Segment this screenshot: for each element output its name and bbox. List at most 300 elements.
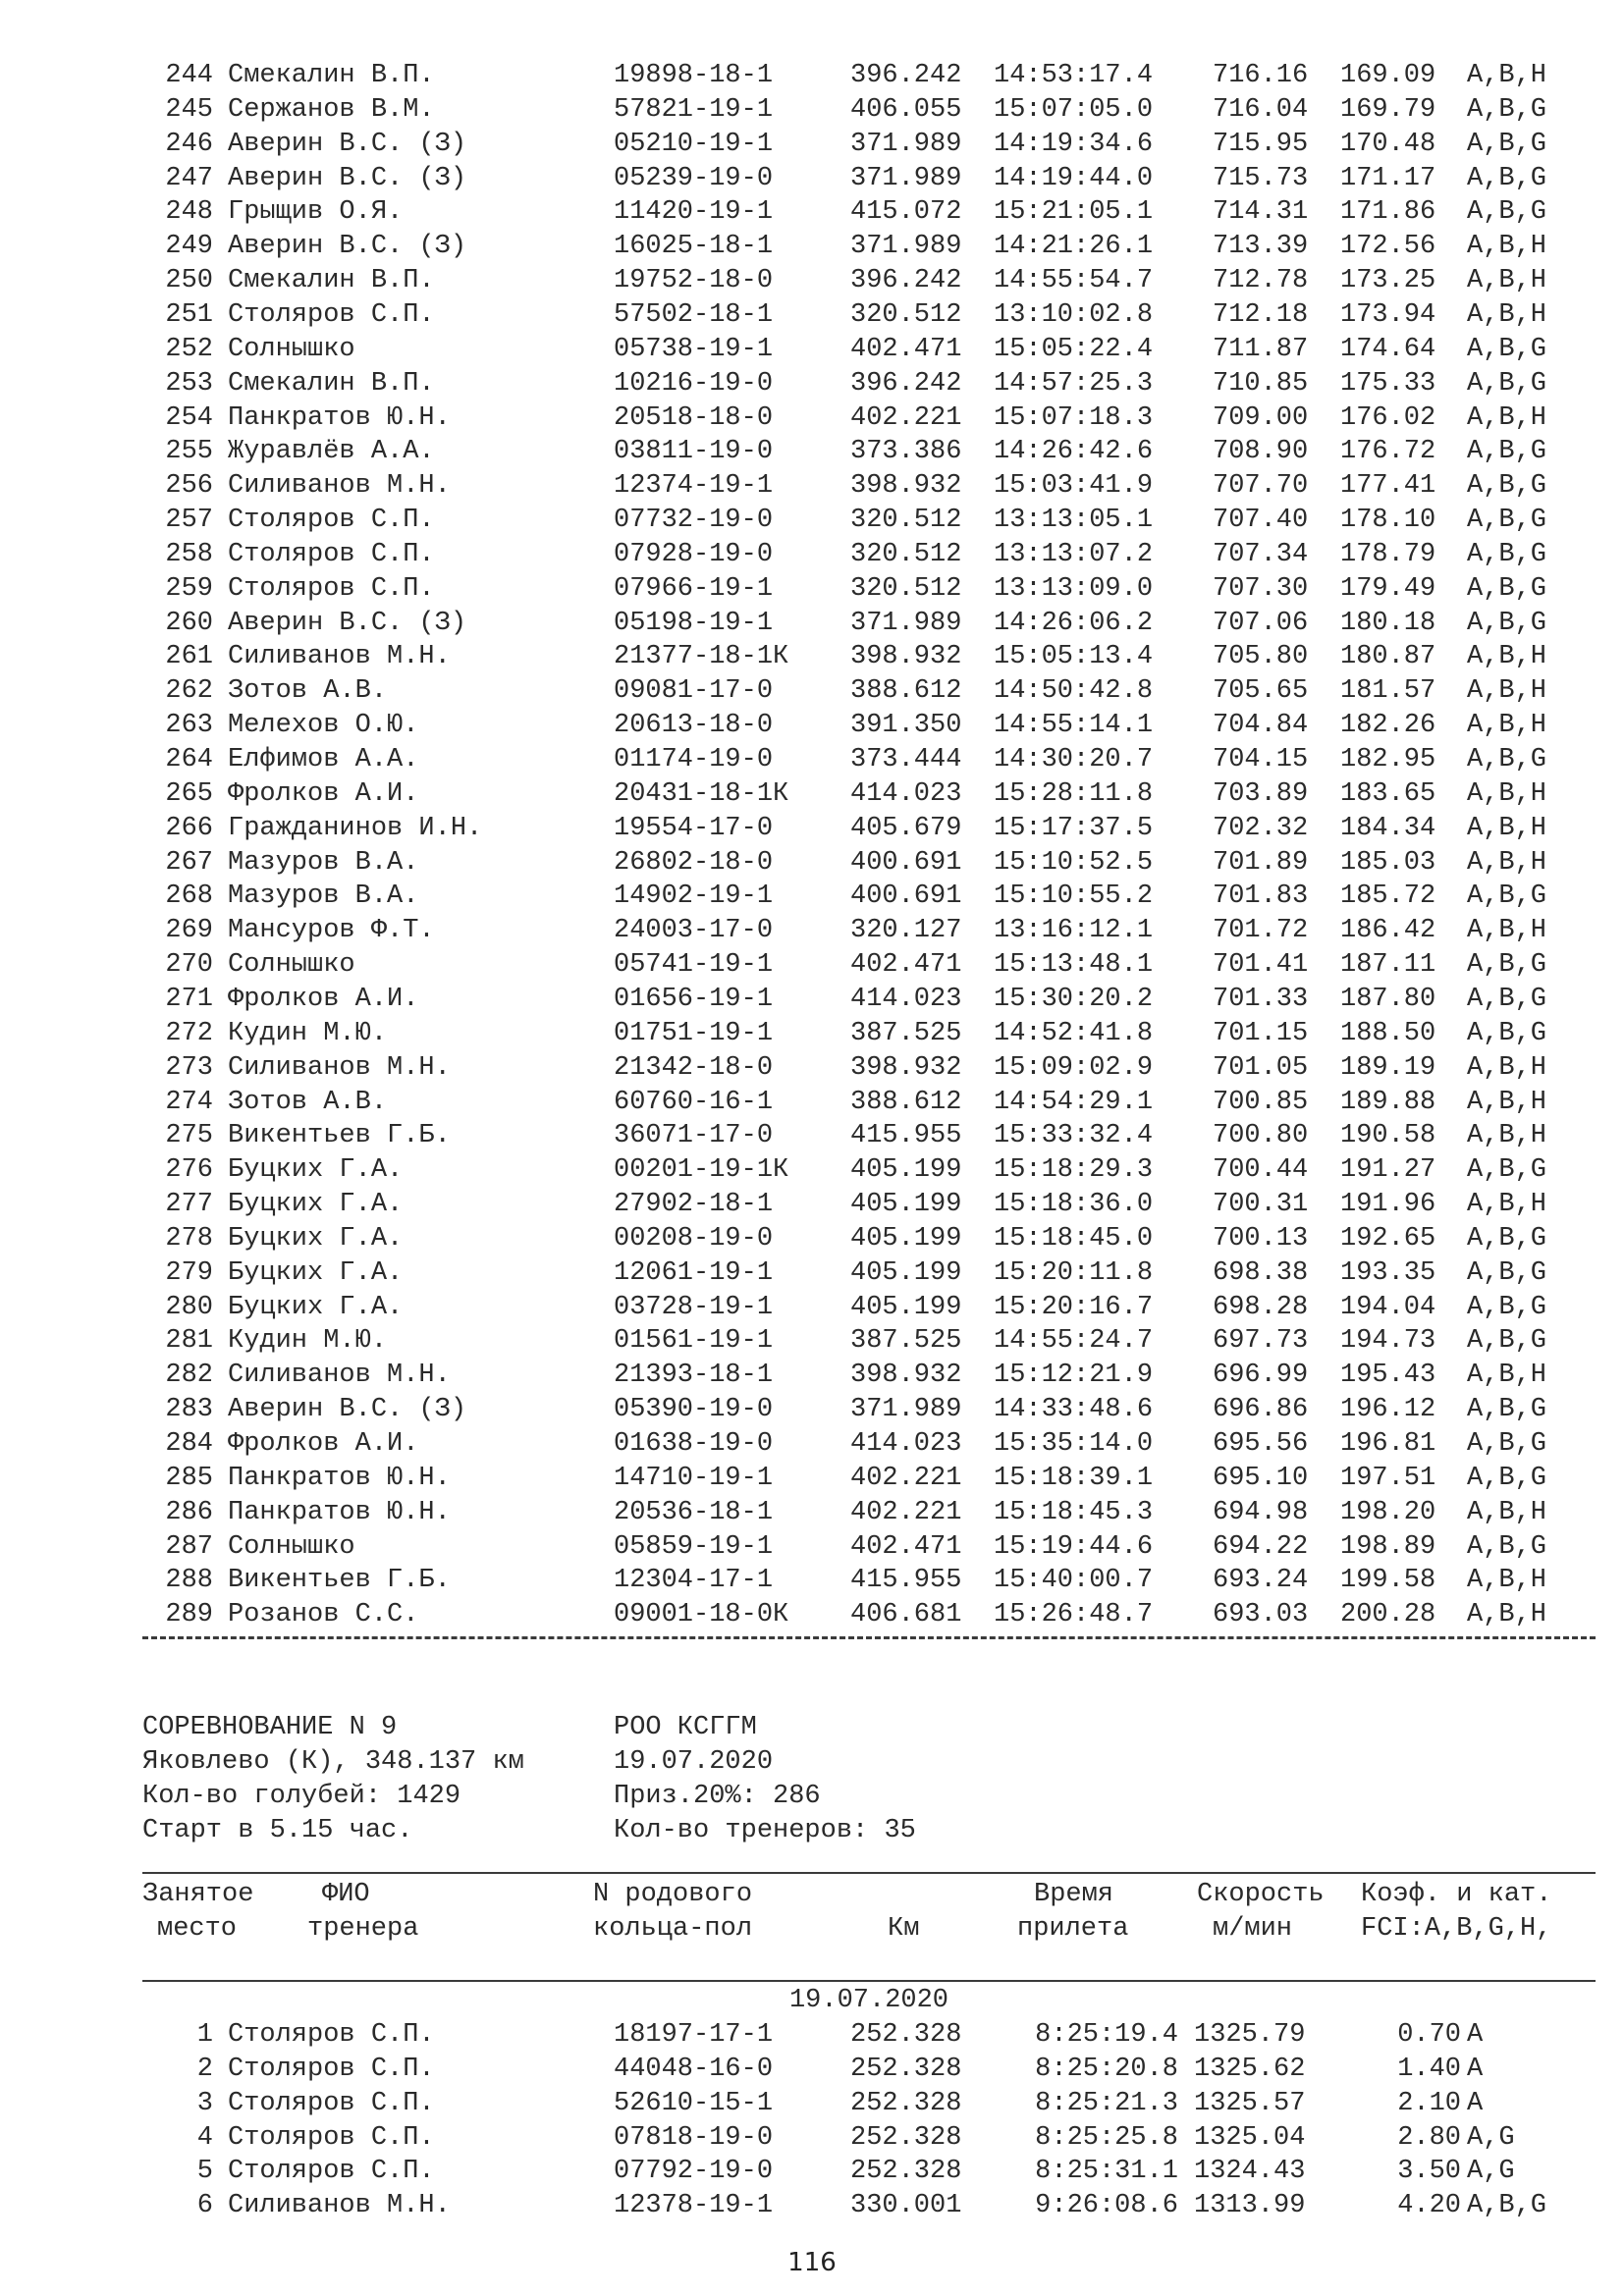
cell-coefficient: 169.79	[1340, 94, 1436, 125]
cell-name: Силиванов М.Н.	[228, 1361, 451, 1391]
cell-ring: 26802-18-0	[614, 847, 774, 878]
cell-ring: 10216-19-0	[614, 368, 774, 399]
cell-place: 278	[165, 1223, 213, 1254]
cell-arrival-time: 15:20:11.8	[994, 1257, 1154, 1288]
cell-coefficient: 192.65	[1340, 1223, 1436, 1254]
cell-arrival-time: 15:21:05.1	[994, 197, 1154, 228]
cell-name: Мазуров В.А.	[228, 847, 419, 878]
cell-ring: 12061-19-1	[614, 1257, 774, 1288]
cell-name: Столяров С.П.	[228, 2157, 435, 2187]
cell-ring: 05738-19-1	[614, 334, 774, 364]
table-row	[0, 1086, 1624, 1119]
cell-coefficient: 191.27	[1340, 1155, 1436, 1186]
header-ring-1: N родового	[593, 1880, 753, 1909]
table-row	[0, 1188, 1624, 1221]
cell-ring: 21377-18-1К	[614, 642, 789, 672]
cell-km: 391.350	[850, 711, 962, 741]
cell-name: Зотов А.В.	[228, 676, 388, 707]
cell-coefficient: 182.95	[1340, 745, 1436, 774]
cell-category: A,B,H	[1467, 61, 1547, 90]
cell-category: A,B,G	[1467, 950, 1547, 981]
header-place-2: место	[157, 1914, 238, 1944]
cell-coefficient: 173.25	[1340, 266, 1436, 296]
cell-speed: 712.78	[1213, 266, 1309, 296]
cell-km: 373.386	[850, 437, 962, 467]
cell-speed: 700.80	[1213, 1121, 1309, 1151]
result-date: 19.07.2020	[788, 1986, 949, 2015]
cell-arrival-time: 14:50:42.8	[994, 676, 1154, 707]
page-number: 116	[787, 2248, 837, 2277]
cell-ring: 07928-19-0	[614, 539, 774, 569]
cell-km: 406.681	[850, 1600, 962, 1630]
cell-km: 414.023	[850, 984, 962, 1014]
cell-speed: 701.33	[1213, 984, 1309, 1014]
cell-km: 402.471	[850, 334, 962, 364]
cell-ring: 19752-18-0	[614, 266, 774, 296]
cell-speed: 693.03	[1213, 1600, 1309, 1630]
cell-arrival-time: 15:33:32.4	[994, 1121, 1154, 1151]
header-km: Км	[888, 1914, 920, 1944]
cell-coefficient: 185.72	[1340, 881, 1436, 912]
cell-coefficient: 174.64	[1340, 334, 1436, 364]
cell-ring: 05741-19-1	[614, 950, 774, 981]
cell-name: Буцких Г.А.	[228, 1190, 404, 1220]
cell-place: 1	[196, 2020, 213, 2050]
table-row	[0, 2189, 1624, 2222]
cell-km: 406.055	[850, 94, 962, 125]
cell-km: 398.932	[850, 1361, 962, 1391]
cell-arrival-time: 14:53:17.4	[994, 61, 1154, 90]
cell-name: Мазуров В.А.	[228, 881, 419, 912]
cell-speed: 694.22	[1213, 1531, 1309, 1562]
cell-place: 289	[165, 1600, 213, 1630]
cell-km: 398.932	[850, 642, 962, 672]
table-row	[0, 607, 1624, 640]
cell-category: A,B,H	[1467, 813, 1547, 843]
table-row	[0, 2121, 1624, 2155]
cell-category: A,B,G	[1467, 573, 1547, 604]
header-place-1: Занятое	[142, 1880, 254, 1909]
cell-speed: 714.31	[1213, 197, 1309, 228]
cell-ring: 14902-19-1	[614, 881, 774, 912]
cell-arrival-time: 15:18:29.3	[994, 1155, 1154, 1186]
cell-coefficient: 170.48	[1340, 129, 1436, 159]
competition-place: Яковлево (К), 348.137 км	[142, 1747, 524, 1777]
competition-date: 19.07.2020	[614, 1747, 774, 1777]
header-coef-1: Коэф. и кат.	[1361, 1880, 1552, 1909]
cell-category: A,B,G	[1467, 1223, 1547, 1254]
cell-arrival-time: 15:12:21.9	[994, 1361, 1154, 1391]
cell-place: 266	[165, 813, 213, 843]
cell-km: 371.989	[850, 163, 962, 193]
cell-place: 285	[165, 1463, 213, 1493]
cell-place: 267	[165, 847, 213, 878]
cell-km: 414.023	[850, 1429, 962, 1459]
cell-km: 405.679	[850, 813, 962, 843]
table-row	[0, 1153, 1624, 1187]
table-row	[0, 264, 1624, 297]
cell-speed: 701.89	[1213, 847, 1309, 878]
table-row	[0, 504, 1624, 537]
cell-coefficient: 184.34	[1340, 813, 1436, 843]
cell-arrival-time: 15:35:14.0	[994, 1429, 1154, 1459]
cell-km: 402.221	[850, 1497, 962, 1527]
cell-name: Смекалин В.П.	[228, 368, 435, 399]
cell-coefficient: 181.57	[1340, 676, 1436, 707]
cell-category: A,B,G	[1467, 1429, 1547, 1459]
cell-speed: 713.39	[1213, 232, 1309, 262]
cell-arrival-time: 13:13:05.1	[994, 506, 1154, 536]
table-row	[0, 1564, 1624, 1597]
cell-place: 269	[165, 916, 213, 946]
cell-category: A,B,G	[1467, 368, 1547, 399]
cell-arrival-time: 15:05:22.4	[994, 334, 1154, 364]
cell-arrival-time: 15:17:37.5	[994, 813, 1154, 843]
cell-km: 320.512	[850, 299, 962, 330]
cell-arrival-time: 14:19:44.0	[994, 163, 1154, 193]
cell-arrival-time: 14:30:20.7	[994, 745, 1154, 774]
table-row	[0, 1427, 1624, 1461]
table-row	[0, 948, 1624, 982]
cell-speed: 701.05	[1213, 1052, 1309, 1083]
cell-km: 387.525	[850, 1326, 962, 1357]
cell-speed: 703.89	[1213, 778, 1309, 809]
cell-arrival-time: 15:10:52.5	[994, 847, 1154, 878]
cell-ring: 20431-18-1К	[614, 778, 789, 809]
cell-ring: 07792-19-0	[614, 2157, 774, 2187]
cell-speed: 1325.04	[1194, 2122, 1306, 2153]
cell-arrival-time: 8:25:21.3	[1035, 2088, 1178, 2118]
cell-speed: 700.85	[1213, 1087, 1309, 1117]
cell-category: A,B,G	[1467, 1257, 1547, 1288]
cell-km: 405.199	[850, 1190, 962, 1220]
cell-name: Силиванов М.Н.	[228, 2191, 451, 2221]
cell-place: 256	[165, 471, 213, 502]
cell-ring: 09081-17-0	[614, 676, 774, 707]
cell-category: A,B,G	[1467, 2191, 1547, 2221]
cell-km: 371.989	[850, 129, 962, 159]
cell-coefficient: 169.09	[1340, 61, 1436, 90]
cell-km: 388.612	[850, 676, 962, 707]
cell-km: 405.199	[850, 1257, 962, 1288]
cell-place: 271	[165, 984, 213, 1014]
cell-arrival-time: 13:13:07.2	[994, 539, 1154, 569]
cell-arrival-time: 15:30:20.2	[994, 984, 1154, 1014]
cell-place: 3	[196, 2088, 213, 2118]
cell-place: 257	[165, 506, 213, 536]
cell-speed: 696.99	[1213, 1361, 1309, 1391]
cell-km: 402.221	[850, 1463, 962, 1493]
cell-coefficient: 0.70	[1397, 2020, 1461, 2050]
table-row	[0, 983, 1624, 1016]
cell-km: 402.471	[850, 950, 962, 981]
cell-km: 396.242	[850, 266, 962, 296]
cell-name: Силиванов М.Н.	[228, 642, 451, 672]
cell-category: A,B,H	[1467, 778, 1547, 809]
cell-name: Буцких Г.А.	[228, 1292, 404, 1322]
cell-place: 2	[196, 2054, 213, 2084]
cell-speed: 707.70	[1213, 471, 1309, 502]
cell-coefficient: 196.12	[1340, 1395, 1436, 1425]
cell-name: Аверин В.С. (З)	[228, 1395, 467, 1425]
cell-ring: 60760-16-1	[614, 1087, 774, 1117]
cell-coefficient: 187.80	[1340, 984, 1436, 1014]
cell-arrival-time: 14:57:25.3	[994, 368, 1154, 399]
cell-coefficient: 196.81	[1340, 1429, 1436, 1459]
cell-km: 252.328	[850, 2088, 962, 2118]
table-row	[0, 538, 1624, 571]
cell-name: Смекалин В.П.	[228, 61, 435, 90]
cell-category: A,B,G	[1467, 163, 1547, 193]
cell-place: 274	[165, 1087, 213, 1117]
cell-speed: 698.28	[1213, 1292, 1309, 1322]
table-row	[0, 59, 1624, 92]
table-row	[0, 743, 1624, 776]
competition-trainers: Кол-во тренеров: 35	[614, 1816, 916, 1845]
cell-category: A,B,H	[1467, 1566, 1547, 1596]
cell-place: 252	[165, 334, 213, 364]
table-row	[0, 333, 1624, 366]
cell-name: Фролков А.И.	[228, 984, 419, 1014]
cell-arrival-time: 15:26:48.7	[994, 1600, 1154, 1630]
cell-place: 263	[165, 711, 213, 741]
cell-place: 272	[165, 1018, 213, 1048]
competition-start: Старт в 5.15 час.	[142, 1816, 413, 1845]
cell-ring: 27902-18-1	[614, 1190, 774, 1220]
cell-km: 414.023	[850, 778, 962, 809]
cell-speed: 704.84	[1213, 711, 1309, 741]
cell-category: A,B,H	[1467, 711, 1547, 741]
cell-speed: 698.38	[1213, 1257, 1309, 1288]
cell-km: 388.612	[850, 1087, 962, 1117]
cell-ring: 44048-16-0	[614, 2054, 774, 2084]
cell-ring: 05859-19-1	[614, 1531, 774, 1562]
cell-arrival-time: 8:25:31.1	[1035, 2157, 1178, 2187]
cell-speed: 708.90	[1213, 437, 1309, 467]
cell-speed: 696.86	[1213, 1395, 1309, 1425]
cell-ring: 01751-19-1	[614, 1018, 774, 1048]
cell-category: A,B,H	[1467, 1497, 1547, 1527]
table-row	[0, 195, 1624, 229]
table-row	[0, 1119, 1624, 1152]
cell-km: 387.525	[850, 1018, 962, 1048]
cell-name: Кудин М.Ю.	[228, 1326, 388, 1357]
cell-speed: 1313.99	[1194, 2191, 1306, 2221]
cell-name: Аверин В.С. (З)	[228, 163, 467, 193]
cell-speed: 702.32	[1213, 813, 1309, 843]
cell-coefficient: 177.41	[1340, 471, 1436, 502]
cell-category: A,B,G	[1467, 471, 1547, 502]
cell-speed: 1325.79	[1194, 2020, 1306, 2050]
cell-km: 415.955	[850, 1566, 962, 1596]
cell-km: 252.328	[850, 2157, 962, 2187]
cell-speed: 707.30	[1213, 573, 1309, 604]
cell-km: 405.199	[850, 1223, 962, 1254]
cell-name: Мелехов О.Ю.	[228, 711, 419, 741]
cell-name: Викентьев Г.Б.	[228, 1121, 451, 1151]
cell-km: 320.512	[850, 573, 962, 604]
cell-place: 254	[165, 402, 213, 433]
cell-category: A,B,G	[1467, 539, 1547, 569]
cell-name: Столяров С.П.	[228, 2020, 435, 2050]
cell-coefficient: 200.28	[1340, 1600, 1436, 1630]
cell-name: Буцких Г.А.	[228, 1155, 404, 1186]
competition-org: РОО КСГГМ	[614, 1713, 757, 1742]
table-row	[0, 914, 1624, 947]
cell-place: 248	[165, 197, 213, 228]
cell-speed: 701.41	[1213, 950, 1309, 981]
cell-name: Столяров С.П.	[228, 299, 435, 330]
table-row	[0, 674, 1624, 708]
cell-place: 264	[165, 745, 213, 774]
header-name-1: ФИО	[322, 1880, 370, 1909]
cell-category: A	[1467, 2054, 1484, 2084]
cell-name: Буцких Г.А.	[228, 1223, 404, 1254]
cell-ring: 21393-18-1	[614, 1361, 774, 1391]
cell-arrival-time: 15:40:00.7	[994, 1566, 1154, 1596]
cell-km: 252.328	[850, 2122, 962, 2153]
cell-arrival-time: 15:18:45.3	[994, 1497, 1154, 1527]
table-row	[0, 128, 1624, 161]
cell-arrival-time: 15:19:44.6	[994, 1531, 1154, 1562]
cell-place: 268	[165, 881, 213, 912]
cell-ring: 11420-19-1	[614, 197, 774, 228]
table-row	[0, 230, 1624, 263]
cell-category: A,G	[1467, 2157, 1515, 2187]
cell-arrival-time: 14:33:48.6	[994, 1395, 1154, 1425]
cell-arrival-time: 15:13:48.1	[994, 950, 1154, 981]
cell-arrival-time: 15:28:11.8	[994, 778, 1154, 809]
cell-name: Розанов С.С.	[228, 1600, 419, 1630]
cell-coefficient: 1.40	[1397, 2054, 1461, 2084]
cell-coefficient: 172.56	[1340, 232, 1436, 262]
cell-name: Панкратов Ю.Н.	[228, 1497, 451, 1527]
cell-coefficient: 189.19	[1340, 1052, 1436, 1083]
cell-speed: 694.98	[1213, 1497, 1309, 1527]
cell-ring: 07966-19-1	[614, 573, 774, 604]
table-row	[0, 1359, 1624, 1392]
cell-ring: 57502-18-1	[614, 299, 774, 330]
cell-name: Грыщив О.Я.	[228, 197, 404, 228]
cell-category: A,B,G	[1467, 608, 1547, 638]
cell-category: A,B,H	[1467, 1052, 1547, 1083]
cell-category: A,B,G	[1467, 1292, 1547, 1322]
cell-speed: 700.31	[1213, 1190, 1309, 1220]
cell-name: Столяров С.П.	[228, 2122, 435, 2153]
cell-arrival-time: 13:10:02.8	[994, 299, 1154, 330]
cell-km: 330.001	[850, 2191, 962, 2221]
cell-ring: 19898-18-1	[614, 61, 774, 90]
cell-name: Солнышко	[228, 334, 355, 364]
cell-km: 415.955	[850, 1121, 962, 1151]
cell-ring: 07818-19-0	[614, 2122, 774, 2153]
cell-place: 279	[165, 1257, 213, 1288]
cell-name: Викентьев Г.Б.	[228, 1566, 451, 1596]
cell-arrival-time: 14:55:54.7	[994, 266, 1154, 296]
cell-speed: 697.73	[1213, 1326, 1309, 1357]
cell-km: 405.199	[850, 1292, 962, 1322]
table-row	[0, 401, 1624, 435]
table-row	[0, 162, 1624, 195]
cell-name: Зотов А.В.	[228, 1087, 388, 1117]
header-ring-2: кольца-пол	[593, 1914, 753, 1944]
cell-category: A,B,G	[1467, 1531, 1547, 1562]
cell-category: A,B,G	[1467, 437, 1547, 467]
table-row	[0, 640, 1624, 673]
table-row	[0, 2155, 1624, 2188]
table-row	[0, 1291, 1624, 1324]
cell-place: 250	[165, 266, 213, 296]
cell-ring: 21342-18-0	[614, 1052, 774, 1083]
table-row	[0, 812, 1624, 845]
cell-km: 398.932	[850, 1052, 962, 1083]
cell-ring: 05198-19-1	[614, 608, 774, 638]
cell-ring: 03811-19-0	[614, 437, 774, 467]
cell-place: 265	[165, 778, 213, 809]
cell-place: 286	[165, 1497, 213, 1527]
cell-ring: 05239-19-0	[614, 163, 774, 193]
cell-km: 400.691	[850, 847, 962, 878]
cell-coefficient: 173.94	[1340, 299, 1436, 330]
cell-ring: 05210-19-1	[614, 129, 774, 159]
table-row	[0, 1222, 1624, 1255]
cell-coefficient: 180.87	[1340, 642, 1436, 672]
table-row	[0, 469, 1624, 503]
cell-speed: 705.65	[1213, 676, 1309, 707]
cell-name: Кудин М.Ю.	[228, 1018, 388, 1048]
cell-place: 288	[165, 1566, 213, 1596]
cell-arrival-time: 15:07:05.0	[994, 94, 1154, 125]
cell-arrival-time: 15:20:16.7	[994, 1292, 1154, 1322]
cell-coefficient: 2.80	[1397, 2122, 1461, 2153]
cell-ring: 12304-17-1	[614, 1566, 774, 1596]
cell-ring: 12374-19-1	[614, 471, 774, 502]
cell-name: Фролков А.И.	[228, 778, 419, 809]
cell-arrival-time: 15:07:18.3	[994, 402, 1154, 433]
cell-name: Столяров С.П.	[228, 506, 435, 536]
cell-speed: 701.72	[1213, 916, 1309, 946]
cell-place: 260	[165, 608, 213, 638]
cell-name: Елфимов А.А.	[228, 745, 419, 774]
table-row	[0, 1462, 1624, 1495]
cell-ring: 20518-18-0	[614, 402, 774, 433]
cell-arrival-time: 14:21:26.1	[994, 232, 1154, 262]
cell-arrival-time: 14:52:41.8	[994, 1018, 1154, 1048]
cell-coefficient: 175.33	[1340, 368, 1436, 399]
cell-arrival-time: 15:18:39.1	[994, 1463, 1154, 1493]
cell-km: 398.932	[850, 471, 962, 502]
table-row	[0, 709, 1624, 742]
cell-category: A,B,G	[1467, 197, 1547, 228]
cell-category: A,B,G	[1467, 881, 1547, 912]
header-time-2: прилета	[1017, 1914, 1129, 1944]
cell-category: A,B,H	[1467, 299, 1547, 330]
cell-place: 247	[165, 163, 213, 193]
cell-ring: 01174-19-0	[614, 745, 774, 774]
cell-speed: 715.73	[1213, 163, 1309, 193]
header-name-2: тренера	[307, 1914, 419, 1944]
cell-km: 371.989	[850, 232, 962, 262]
cell-coefficient: 194.04	[1340, 1292, 1436, 1322]
cell-arrival-time: 15:10:55.2	[994, 881, 1154, 912]
table-row	[0, 2018, 1624, 2052]
cell-arrival-time: 14:55:14.1	[994, 711, 1154, 741]
header-top-rule	[142, 1872, 1596, 1874]
cell-coefficient: 185.03	[1340, 847, 1436, 878]
cell-name: Столяров С.П.	[228, 2054, 435, 2084]
table-row	[0, 880, 1624, 913]
cell-place: 283	[165, 1395, 213, 1425]
